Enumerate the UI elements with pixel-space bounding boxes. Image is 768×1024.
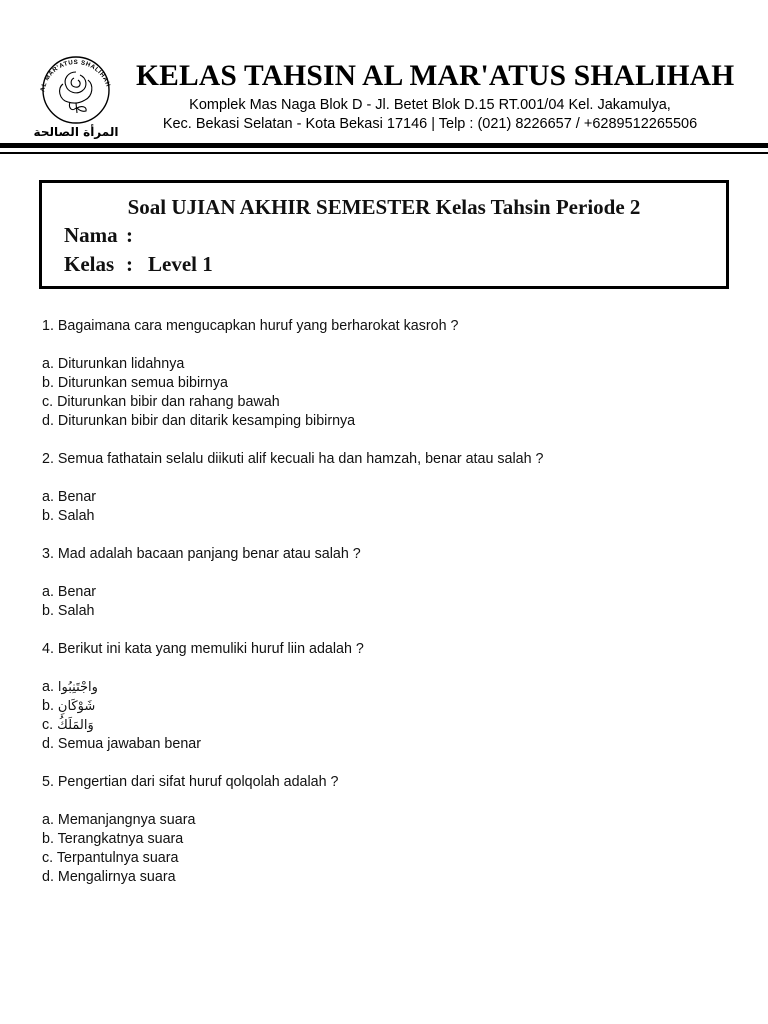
exam-info-box	[39, 180, 729, 289]
exam-title: Soal UJIAN AKHIR SEMESTER Kelas Tahsin Periode 2	[127, 195, 641, 219]
question-3	[42, 545, 732, 621]
option-text: Memanjangnya suara	[57, 812, 196, 828]
option-text: Salah	[57, 603, 95, 619]
question-text: 2. Semua fathatain selalu diikuti alif kecuali ha dan hamzah, benar atau salah ?	[42, 451, 544, 467]
kelas-value: Level 1	[148, 252, 213, 276]
option-text-arabic: واجْتَنِبُوا	[57, 680, 98, 695]
question-text: 5. Pengertian dari sifat huruf qolqolah adalah ?	[42, 774, 339, 790]
option-letter: b.	[42, 375, 54, 391]
option-text-arabic: شَوْكَانِ	[57, 699, 96, 714]
option-letter: d.	[42, 413, 54, 429]
option-item	[42, 697, 732, 716]
option-letter: b.	[42, 603, 54, 619]
option-item	[42, 849, 732, 868]
option-text: Terpantulnya suara	[56, 850, 179, 866]
option-item	[42, 412, 732, 431]
option-item	[42, 355, 732, 374]
option-item	[42, 507, 732, 526]
option-letter: a.	[42, 489, 54, 505]
kelas-field	[64, 252, 213, 277]
question-5	[42, 773, 732, 887]
option-item	[42, 488, 732, 507]
option-text: Diturunkan semua bibirnya	[57, 375, 228, 391]
option-item	[42, 393, 732, 412]
option-text: Mengalirnya suara	[57, 869, 176, 885]
option-letter: b.	[42, 508, 54, 524]
logo-arabic-text: المرأة الصالحة	[33, 125, 119, 139]
option-text-arabic: وَالمَلَكُ	[57, 718, 94, 733]
option-letter: d.	[42, 736, 54, 752]
header-divider-thin	[0, 152, 768, 154]
option-letter: d.	[42, 869, 54, 885]
option-letter: b.	[42, 831, 54, 847]
kelas-label: Kelas	[64, 252, 115, 276]
question-text: 3. Mad adalah bacaan panjang benar atau salah ?	[42, 546, 361, 562]
option-letter: b.	[42, 698, 54, 714]
option-letter: c.	[42, 717, 54, 733]
option-letter: a.	[42, 584, 54, 600]
option-item	[42, 374, 732, 393]
option-text: Diturunkan bibir dan ditarik kesamping bibirnya	[57, 413, 356, 429]
question-1	[42, 317, 732, 431]
address-line-1: Komplek Mas Naga Blok D - Jl. Betet Blok D.15 RT.001/04 Kel. Jakamulya,	[189, 97, 671, 113]
nama-separator: :	[126, 223, 133, 247]
rose-emblem-icon	[30, 50, 122, 142]
option-item	[42, 811, 732, 830]
question-4	[42, 640, 732, 754]
logo-arc-text: AL MAR'ATUS SHALIHAH	[39, 58, 112, 93]
option-letter: c.	[42, 850, 54, 866]
option-text: Semua jawaban benar	[57, 736, 201, 752]
address-line-2: Kec. Bekasi Selatan - Kota Bekasi 17146 | Telp : (021) 8226657 / +6289512265506	[162, 116, 698, 132]
question-text: 4. Berikut ini kata yang memuliki huruf liin adalah ?	[42, 641, 364, 657]
option-text: Diturunkan bibir dan rahang bawah	[57, 394, 280, 410]
option-item	[42, 678, 732, 697]
question-list	[42, 317, 732, 887]
option-text: Diturunkan lidahnya	[57, 356, 185, 372]
nama-field	[64, 223, 148, 248]
school-name: KELAS TAHSIN AL MAR'ATUS SHALIHAH	[136, 60, 735, 92]
option-text: Benar	[57, 489, 97, 505]
option-item	[42, 602, 732, 621]
option-text: Salah	[57, 508, 95, 524]
question-2	[42, 450, 732, 526]
option-item	[42, 868, 732, 887]
option-letter: a.	[42, 679, 54, 695]
option-letter: c.	[42, 394, 54, 410]
option-letter: a.	[42, 812, 54, 828]
option-text: Benar	[57, 584, 97, 600]
option-letter: a.	[42, 356, 54, 372]
header-divider-thick	[0, 143, 768, 148]
option-text: Terangkatnya suara	[57, 831, 184, 847]
option-item	[42, 716, 732, 735]
option-item	[42, 583, 732, 602]
option-item	[42, 735, 732, 754]
option-item	[42, 830, 732, 849]
question-text: 1. Bagaimana cara mengucapkan huruf yang berharokat kasroh ?	[42, 318, 459, 334]
nama-label: Nama	[64, 223, 118, 247]
kelas-separator: :	[126, 252, 133, 276]
